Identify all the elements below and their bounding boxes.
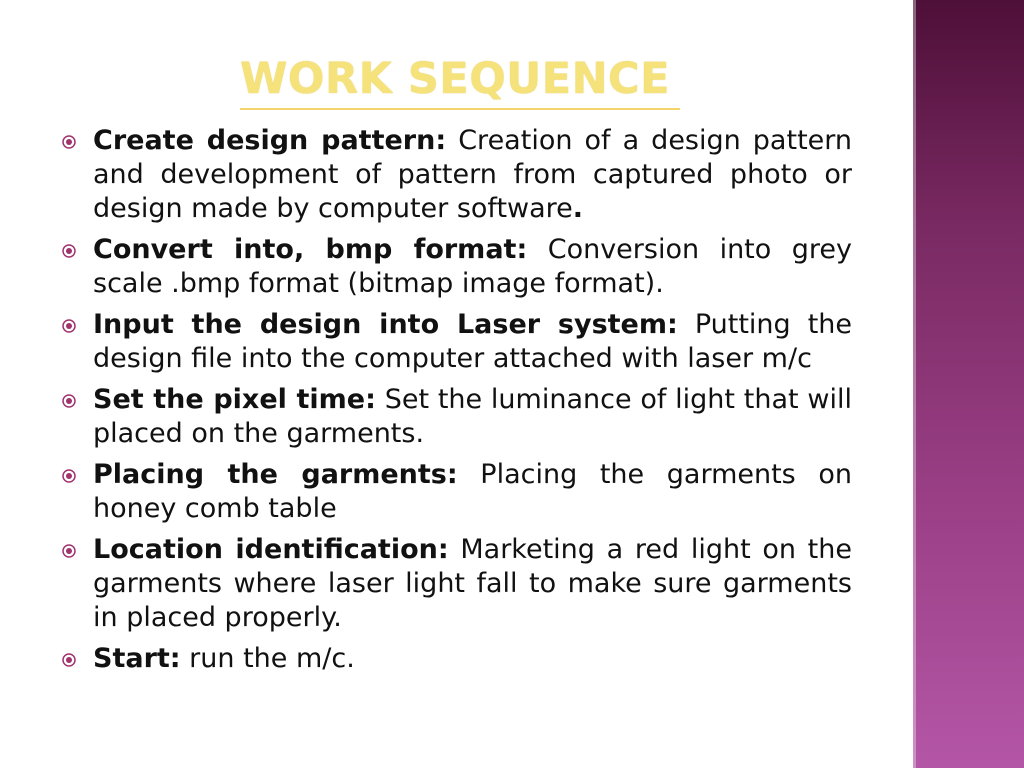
- item-term: Placing the garments:: [93, 459, 458, 490]
- item-description: run the m/c.: [180, 643, 355, 674]
- slide-content: [60, 124, 852, 683]
- list-item: [60, 458, 852, 526]
- item-tail: .: [572, 193, 584, 224]
- item-term: Set the pixel time:: [93, 384, 376, 415]
- target-bullet-icon: [62, 544, 76, 558]
- target-bullet-icon: [62, 135, 76, 149]
- item-term: Location identification:: [93, 534, 449, 565]
- item-description: Placing the garments on honey comb table: [93, 459, 852, 524]
- item-description: Set the luminance of light that will placed on the garments.: [93, 384, 852, 449]
- list-item: [60, 124, 852, 226]
- item-description: Conversion into grey scale .bmp format (bitmap image format).: [93, 234, 852, 299]
- item-term: Input the design into Laser system:: [93, 309, 678, 340]
- list-item: [60, 233, 852, 301]
- list-item: [60, 383, 852, 451]
- bullet-list: [60, 124, 852, 676]
- target-bullet-icon: [62, 469, 76, 483]
- item-term: Convert into, bmp format:: [93, 234, 528, 265]
- side-decoration-band: [913, 0, 1024, 768]
- item-description: Marketing a red light on the garments where laser light fall to make sure garments in placed properly.: [93, 534, 852, 633]
- target-bullet-icon: [62, 244, 76, 258]
- slide-title: WORK SEQUENCE: [240, 50, 680, 110]
- target-bullet-icon: [62, 653, 76, 667]
- side-band-edge: [913, 0, 916, 768]
- item-term: Create design pattern:: [93, 125, 447, 156]
- target-bullet-icon: [62, 394, 76, 408]
- list-item: [60, 642, 852, 676]
- list-item: [60, 308, 852, 376]
- item-term: Start:: [93, 643, 181, 674]
- item-description: Putting the design file into the computer attached with laser m/c: [93, 309, 853, 374]
- list-item: [60, 533, 852, 635]
- target-bullet-icon: [62, 319, 76, 333]
- item-description: Creation of a design pattern and development of pattern from captured photo or design made by computer software: [93, 125, 853, 224]
